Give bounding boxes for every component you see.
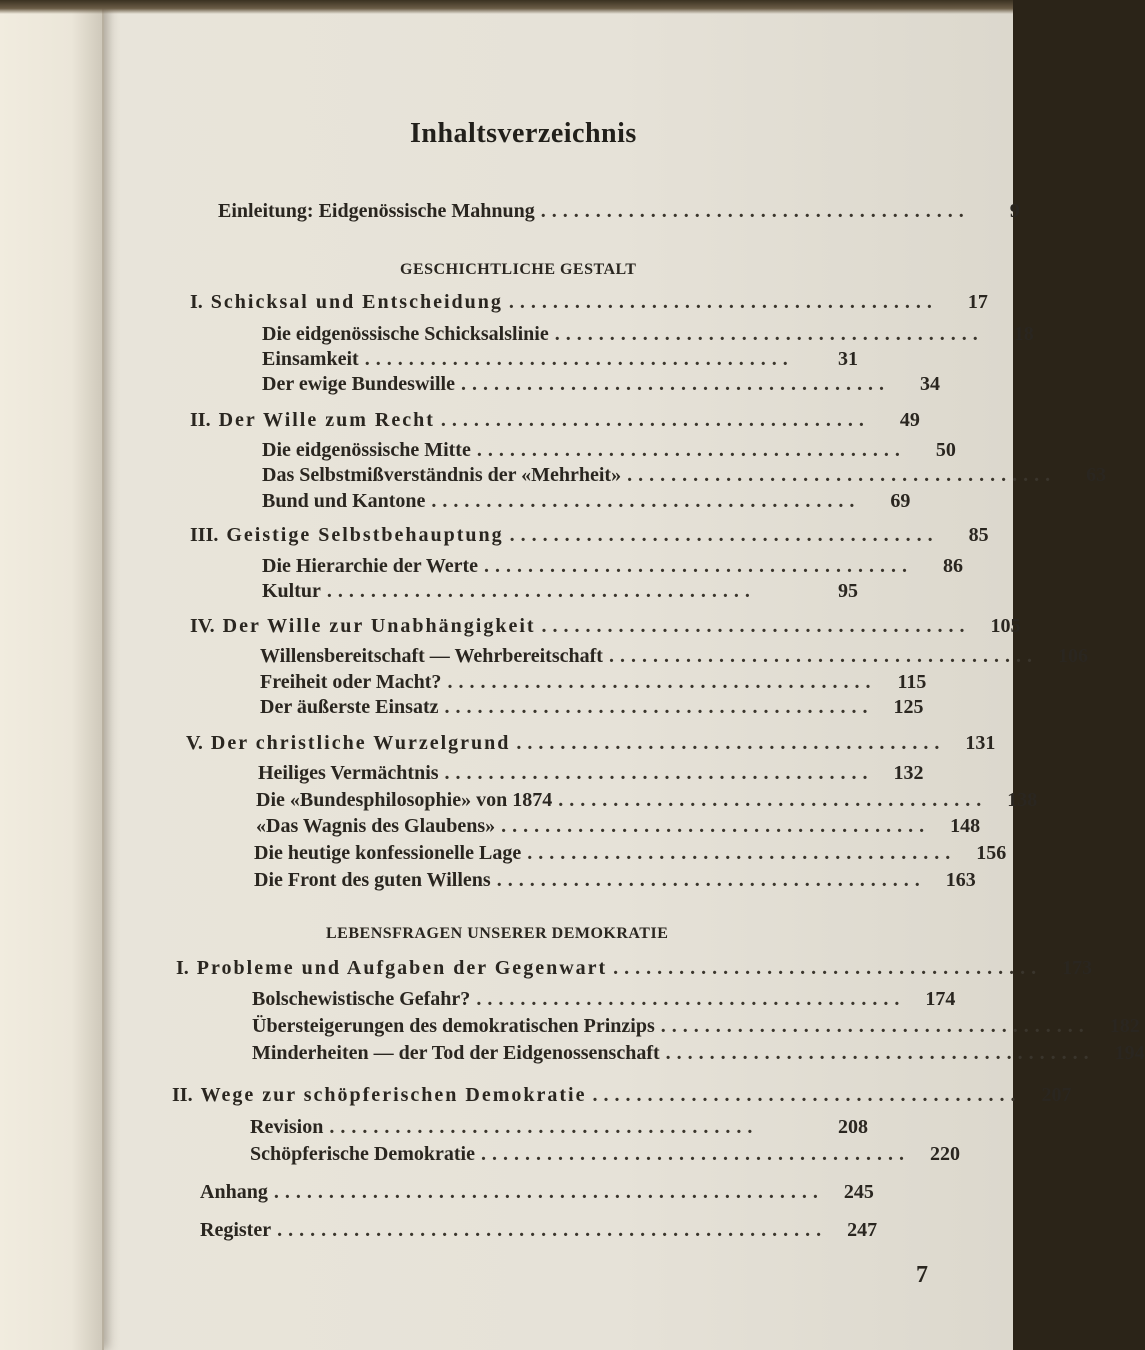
leader-dots: ....................................... bbox=[527, 842, 957, 864]
toc-chapter bbox=[190, 409, 920, 432]
toc-label: Die Front des guten Willens bbox=[254, 869, 491, 891]
toc-label: Schöpferische Demokratie bbox=[250, 1143, 475, 1165]
toc-page-number: 105 bbox=[990, 615, 1021, 637]
toc-subentry bbox=[250, 1143, 960, 1166]
leader-dots: ....................................... bbox=[660, 1015, 1090, 1037]
toc-chapter bbox=[176, 957, 1093, 980]
leader-dots: ....................................... bbox=[440, 409, 870, 431]
toc-subentry bbox=[256, 815, 981, 838]
chapter-number: III. bbox=[190, 524, 219, 546]
page-folio-number: 7 bbox=[916, 1262, 928, 1288]
toc-page-number: 174 bbox=[925, 988, 956, 1010]
toc-page-number: 106 bbox=[1057, 645, 1088, 667]
leader-dots: ....................................... bbox=[608, 645, 1038, 667]
toc-label: Die eidgenössische Schicksalslinie bbox=[262, 323, 549, 345]
toc-label: Schicksal und Entscheidung bbox=[210, 291, 503, 313]
toc-label: Minderheiten — der Tod der Eidgenossenschaft bbox=[252, 1042, 660, 1064]
toc-subentry bbox=[262, 464, 1107, 487]
toc-label: «Das Wagnis des Glaubens» bbox=[256, 815, 496, 837]
section-heading-2: LEBENSFRAGEN UNSERER DEMOKRATIE bbox=[326, 925, 669, 942]
toc-subentry bbox=[262, 373, 940, 396]
leader-dots: ....................................... bbox=[516, 732, 946, 754]
toc-label: Der äußerste Einsatz bbox=[260, 696, 439, 718]
toc-subentry bbox=[262, 490, 911, 513]
chapter-number: II. bbox=[190, 409, 211, 431]
leader-dots: ....................................... bbox=[496, 869, 926, 891]
toc-subentry bbox=[260, 645, 1088, 668]
leader-dots: ....................................... bbox=[541, 615, 971, 637]
toc-page-number: 173 bbox=[1062, 957, 1093, 979]
toc-page-number: 208 bbox=[838, 1116, 868, 1138]
toc-label: Der christliche Wurzelgrund bbox=[210, 732, 511, 754]
leader-dots: ....................................... bbox=[613, 957, 1043, 979]
leader-dots: ....................................... bbox=[509, 524, 939, 546]
toc-subentry bbox=[252, 1042, 1145, 1065]
toc-label: Bolschewistische Gefahr? bbox=[252, 988, 471, 1010]
toc-page-number: 18 bbox=[1013, 323, 1034, 345]
toc-label: Anhang bbox=[200, 1181, 268, 1203]
toc-label: Einleitung: Eidgenössische Mahnung bbox=[218, 200, 535, 222]
toc-subentry bbox=[262, 439, 956, 462]
toc-chapter bbox=[186, 732, 996, 755]
leader-dots: ....................................... bbox=[592, 1084, 1022, 1106]
section-heading-1: GESCHICHTLICHE GESTALT bbox=[400, 261, 637, 278]
left-page-edge bbox=[0, 0, 104, 1350]
leader-dots: ....................................... bbox=[364, 348, 794, 370]
toc-subentry bbox=[252, 1015, 1140, 1038]
toc-page-number: 220 bbox=[929, 1143, 960, 1165]
toc-label: Der Wille zur Unabhängigkeit bbox=[222, 615, 536, 637]
leader-dots: ....................................... bbox=[460, 373, 890, 395]
leader-dots: ....................................... bbox=[444, 696, 874, 718]
toc-page-number: 9 bbox=[1009, 200, 1020, 222]
toc-page-number: 17 bbox=[967, 291, 988, 313]
leader-dots: .................................................. bbox=[277, 1219, 828, 1241]
leader-dots: ....................................... bbox=[329, 1116, 759, 1138]
chapter-number: II. bbox=[172, 1084, 193, 1106]
toc-label: Probleme und Aufgaben der Gegenwart bbox=[196, 957, 608, 979]
toc-chapter bbox=[190, 524, 989, 547]
leader-dots: ....................................... bbox=[540, 200, 970, 222]
toc-subentry bbox=[250, 1116, 868, 1139]
leader-dots: ....................................... bbox=[508, 291, 938, 313]
toc-page-number: 207 bbox=[1041, 1084, 1072, 1106]
toc-label: Heiliges Vermächtnis bbox=[258, 762, 439, 784]
toc-label: Willensbereitschaft — Wehrbereitschaft bbox=[260, 645, 603, 667]
toc-page-number: 50 bbox=[935, 439, 956, 461]
toc-subentry bbox=[260, 696, 924, 719]
toc-page-number: 131 bbox=[965, 732, 996, 754]
toc-subentry bbox=[262, 323, 1034, 346]
toc-appendix bbox=[200, 1181, 874, 1204]
chapter-number: V. bbox=[186, 732, 203, 754]
toc-page-number: 156 bbox=[976, 842, 1007, 864]
toc-page-number: 31 bbox=[838, 348, 858, 370]
leader-dots: ....................................... bbox=[627, 464, 1057, 486]
leader-dots: ....................................... bbox=[558, 789, 988, 811]
toc-label: Revision bbox=[250, 1116, 324, 1138]
chapter-number: I. bbox=[190, 291, 203, 313]
toc-page-number: 115 bbox=[897, 671, 927, 693]
toc-page-number: 86 bbox=[943, 555, 964, 577]
toc-subentry bbox=[262, 580, 858, 603]
toc-page-number: 138 bbox=[1007, 789, 1038, 811]
toc-subentry bbox=[258, 762, 924, 785]
toc-page-number: 85 bbox=[968, 524, 989, 546]
toc-page-number: 163 bbox=[945, 869, 976, 891]
toc-label: Einsamkeit bbox=[262, 348, 359, 370]
toc-register bbox=[200, 1219, 878, 1242]
toc-page bbox=[120, 0, 1145, 1350]
toc-chapter bbox=[172, 1084, 1072, 1107]
toc-label: Freiheit oder Macht? bbox=[260, 671, 442, 693]
toc-label: Der Wille zum Recht bbox=[218, 409, 435, 431]
toc-label: Bund und Kantone bbox=[262, 490, 426, 512]
toc-chapter bbox=[190, 615, 1021, 638]
toc-label: Die «Bundesphilosophie» von 1874 bbox=[256, 789, 553, 811]
toc-page-number: 148 bbox=[950, 815, 981, 837]
toc-label: Register bbox=[200, 1219, 272, 1241]
toc-page-number: 34 bbox=[919, 373, 940, 395]
page-title: Inhaltsverzeichnis bbox=[410, 118, 637, 149]
toc-page-number: 245 bbox=[843, 1181, 874, 1203]
toc-label: Wege zur schöpferischen Demokratie bbox=[200, 1084, 587, 1106]
leader-dots: ....................................... bbox=[665, 1042, 1095, 1064]
toc-page-number: 247 bbox=[847, 1219, 878, 1241]
toc-page-number: 95 bbox=[838, 580, 858, 602]
leader-dots: ....................................... bbox=[476, 988, 906, 1010]
toc-page-number: 182 bbox=[1109, 1015, 1140, 1037]
toc-label: Übersteigerungen des demokratischen Prinzips bbox=[252, 1015, 655, 1037]
toc-subentry bbox=[256, 789, 1038, 812]
leader-dots: ....................................... bbox=[326, 580, 756, 602]
toc-subentry bbox=[254, 869, 976, 892]
toc-page-number: 69 bbox=[890, 490, 911, 512]
chapter-number: I. bbox=[176, 957, 189, 979]
toc-label: Die eidgenössische Mitte bbox=[262, 439, 471, 461]
toc-subentry bbox=[254, 842, 1007, 865]
toc-page-number: 63 bbox=[1086, 464, 1107, 486]
leader-dots: ....................................... bbox=[476, 439, 906, 461]
leader-dots: .................................................. bbox=[273, 1181, 824, 1203]
leader-dots: ....................................... bbox=[501, 815, 931, 837]
leader-dots: ....................................... bbox=[444, 762, 874, 784]
chapter-number: IV. bbox=[190, 615, 215, 637]
leader-dots: ....................................... bbox=[554, 323, 984, 345]
toc-page-number: 194 bbox=[1114, 1042, 1145, 1064]
toc-label: Die heutige konfessionelle Lage bbox=[254, 842, 522, 864]
toc-intro bbox=[218, 200, 1020, 223]
toc-label: Der ewige Bundeswille bbox=[262, 373, 455, 395]
leader-dots: ....................................... bbox=[480, 1143, 910, 1165]
leader-dots: ....................................... bbox=[484, 555, 914, 577]
toc-page-number: 49 bbox=[899, 409, 920, 431]
toc-page-number: 132 bbox=[893, 762, 924, 784]
toc-label: Geistige Selbstbehauptung bbox=[226, 524, 504, 546]
toc-subentry bbox=[252, 988, 956, 1011]
toc-label: Das Selbstmißverständnis der «Mehrheit» bbox=[262, 464, 622, 486]
toc-page-number: 125 bbox=[893, 696, 924, 718]
leader-dots: ....................................... bbox=[447, 671, 877, 693]
toc-subentry bbox=[260, 671, 927, 694]
toc-chapter bbox=[190, 291, 988, 314]
toc-label: Kultur bbox=[262, 580, 321, 602]
toc-label: Die Hierarchie der Werte bbox=[262, 555, 479, 577]
leader-dots: ....................................... bbox=[431, 490, 861, 512]
toc-subentry bbox=[262, 348, 858, 371]
toc-subentry bbox=[262, 555, 964, 578]
